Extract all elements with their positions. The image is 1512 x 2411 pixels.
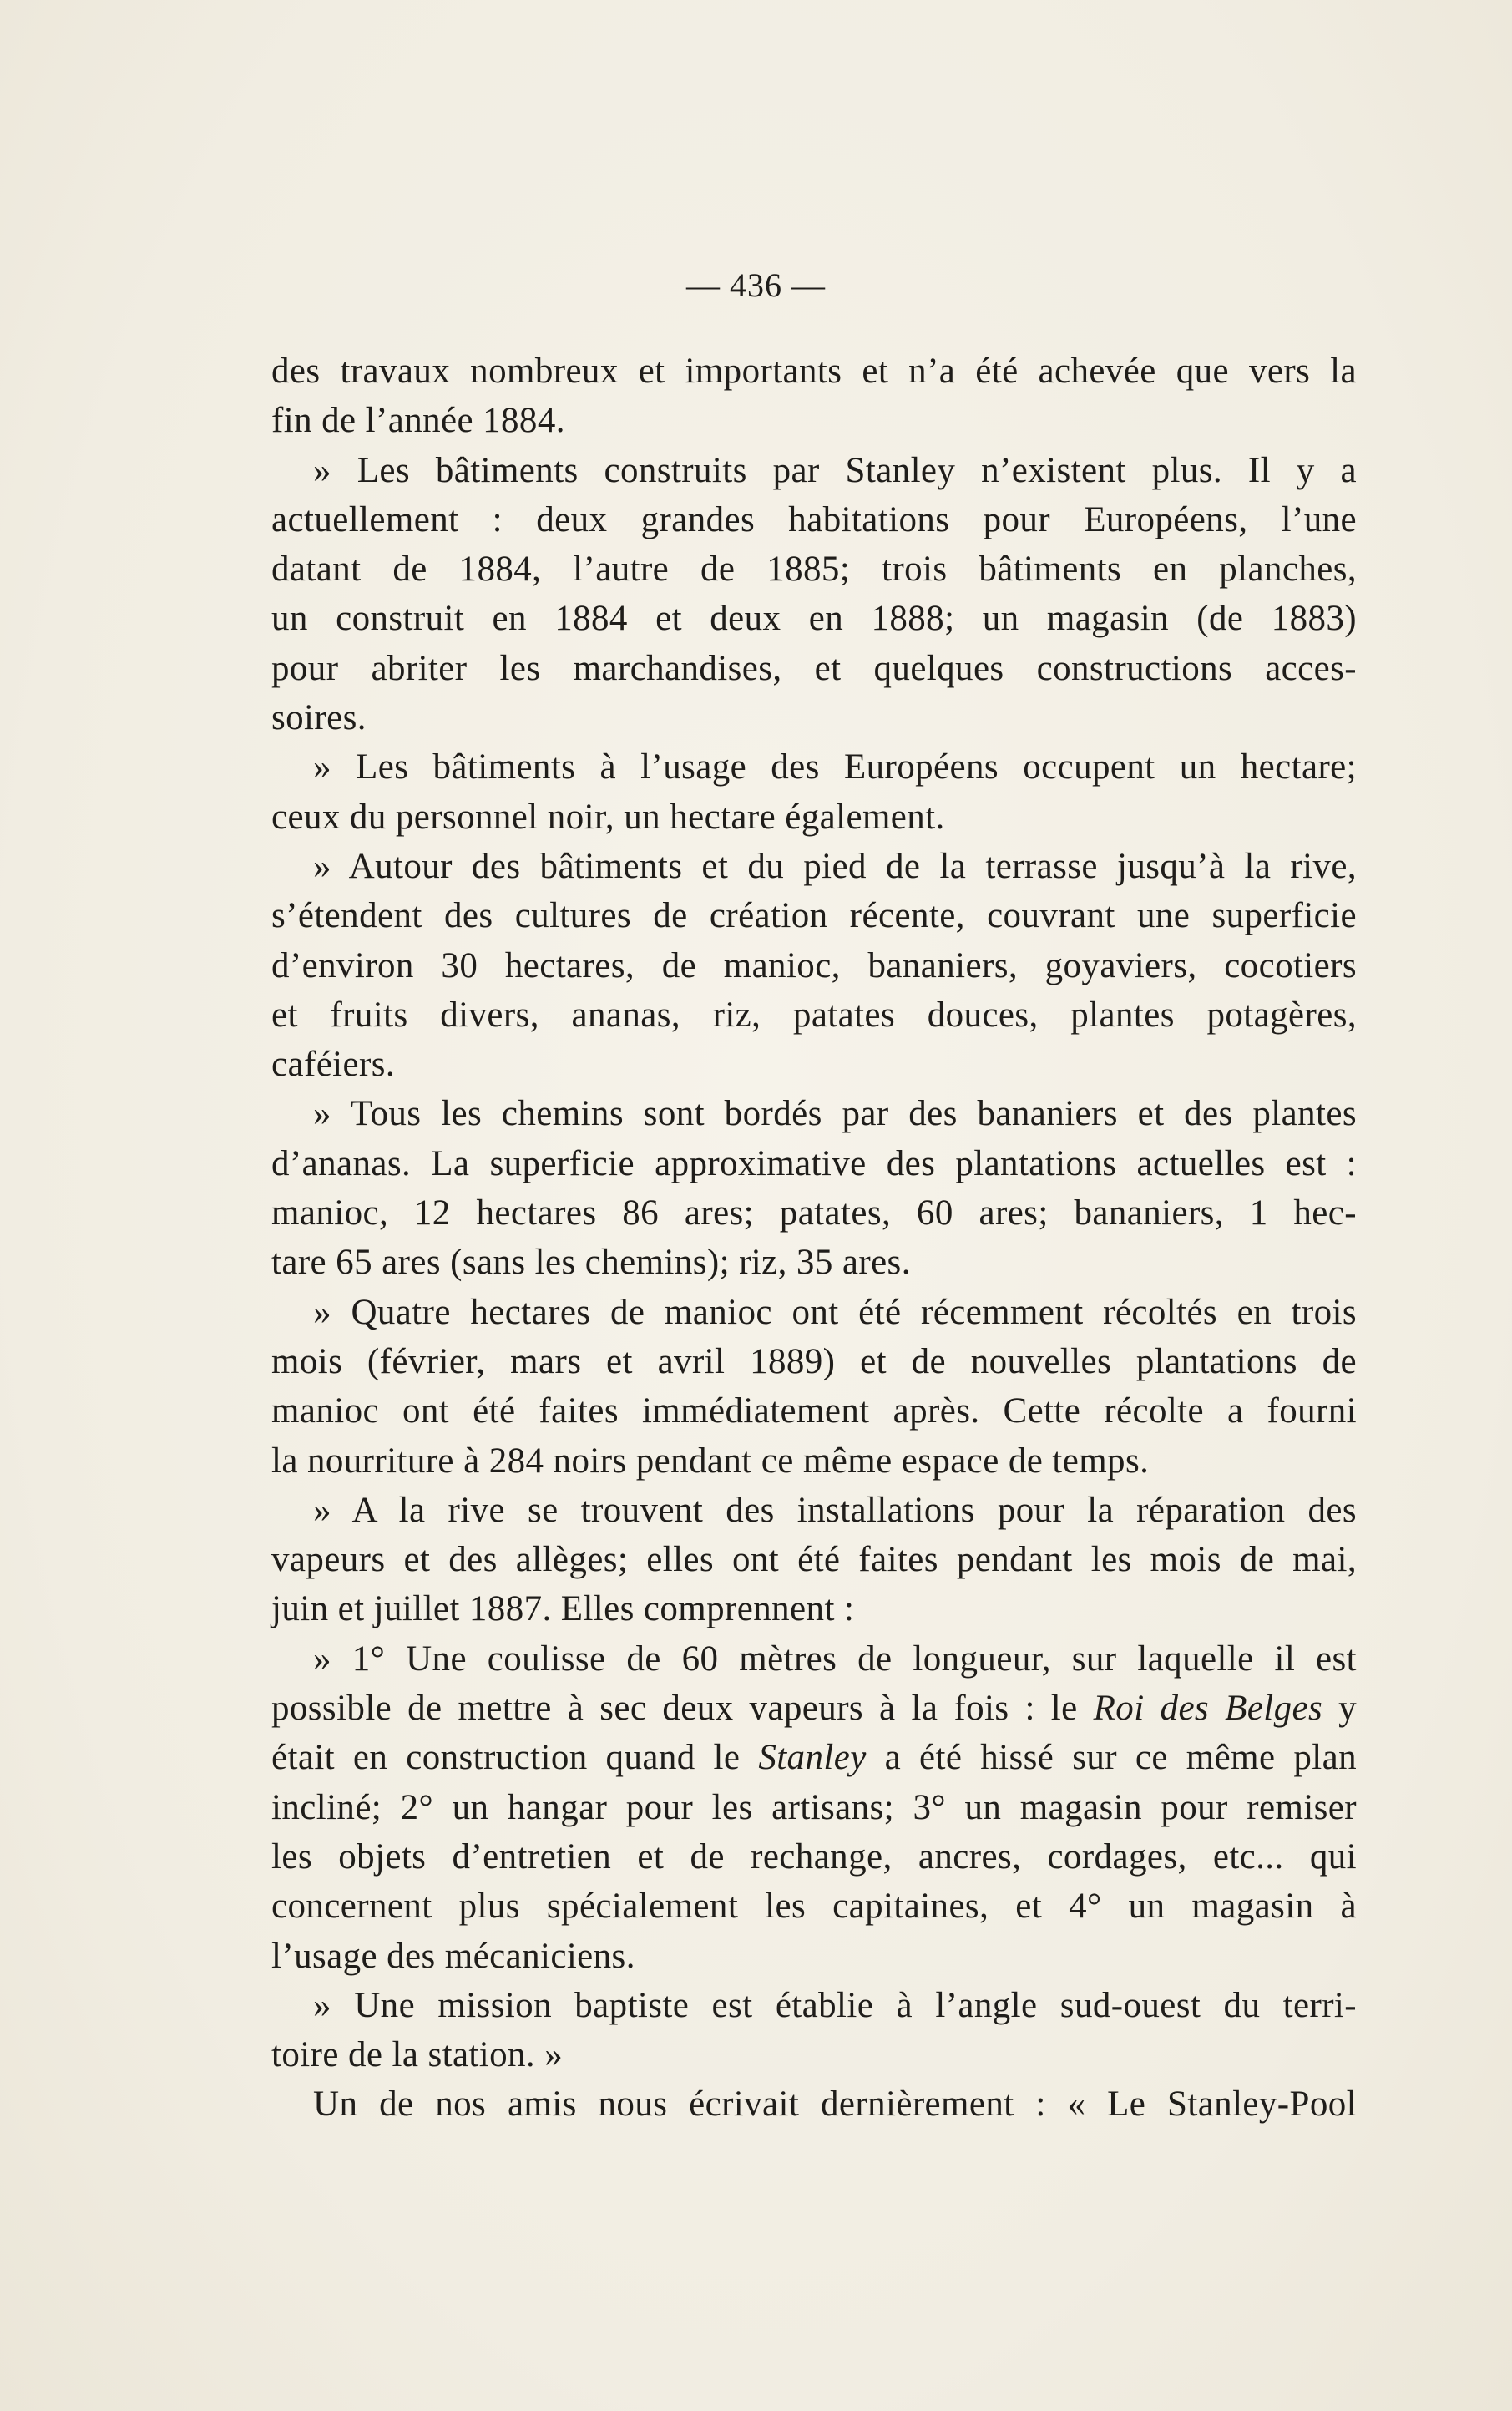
text-line: s’étendent des cultures de création récente, couvrant une superficie <box>271 896 1357 936</box>
text-line: d’environ 30 hectares, de manioc, bananiers, goyaviers, cocotiers <box>271 945 1357 985</box>
line-text: y <box>1322 1689 1357 1729</box>
text-line: l’usage des mécaniciens. <box>271 1936 635 1976</box>
text-line: » Une mission baptiste est établie à l’angle sud-ouest du terri- <box>313 1985 1357 2025</box>
page-number: — 436 — <box>686 266 826 304</box>
text-line: » Tous les chemins sont bordés par des bananiers et des plantes <box>313 1094 1357 1134</box>
text-line: tare 65 ares (sans les chemins); riz, 35 ares. <box>271 1243 911 1283</box>
text-line: mois (février, mars et avril 1889) et de nouvelles plantations de <box>271 1341 1357 1381</box>
text-line: ceux du personnel noir, un hectare également. <box>271 797 945 837</box>
text-line: incliné; 2° un hangar pour les artisans; 3° un magasin pour remiser <box>271 1787 1357 1827</box>
text-line: » Quatre hectares de manioc ont été récemment récoltés en trois <box>313 1292 1357 1332</box>
text-line: manioc ont été faites immédiatement après. Cette récolte a fourni <box>271 1391 1357 1431</box>
ship-name-italic: Roi des Belges <box>1093 1689 1323 1729</box>
text-line: actuellement : deux grandes habitations pour Européens, l’une <box>271 499 1357 539</box>
text-line: fin de l’année 1884. <box>271 401 565 441</box>
text-line: Un de nos amis nous écrivait dernièrement : « Le Stanley-Pool <box>313 2084 1357 2125</box>
line-text: possible de mettre à sec deux vapeurs à la fois : le <box>271 1689 1094 1729</box>
text-line: pour abriter les marchandises, et quelques constructions acces- <box>271 648 1357 688</box>
ship-name-italic: Stanley <box>758 1738 867 1778</box>
line-text: a été hissé sur ce même plan <box>866 1738 1357 1778</box>
text-line: d’ananas. La superficie approximative des plantations actuelles est : <box>271 1143 1357 1183</box>
text-line: soires. <box>271 698 367 738</box>
text-line: des travaux nombreux et importants et n’a été achevée que vers la <box>271 352 1357 391</box>
text-line: » 1° Une coulisse de 60 mètres de longueur, sur laquelle il est <box>313 1639 1357 1679</box>
text-line: concernent plus spécialement les capitaines, et 4° un magasin à <box>271 1887 1357 1927</box>
text-line: » Autour des bâtiments et du pied de la terrasse jusqu’à la rive, <box>313 846 1357 886</box>
body-text <box>271 347 1357 2130</box>
text-line: la nourriture à 284 noirs pendant ce même espace de temps. <box>271 1441 1150 1481</box>
text-line: » Les bâtiments construits par Stanley n’existent plus. Il y a <box>313 450 1357 490</box>
text-line: un construit en 1884 et deux en 1888; un magasin (de 1883) <box>271 599 1357 639</box>
line-text: était en construction quand le <box>271 1738 759 1778</box>
text-line <box>271 1733 1357 1782</box>
text-line: datant de 1884, l’autre de 1885; trois bâtiments en planches, <box>271 550 1357 590</box>
text-line: vapeurs et des allèges; elles ont été faites pendant les mois de mai, <box>271 1540 1357 1580</box>
text-line: caféiers. <box>271 1045 396 1085</box>
text-line: » A la rive se trouvent des installations pour la réparation des <box>313 1490 1357 1530</box>
text-line <box>271 1684 1357 1733</box>
text-line: » Les bâtiments à l’usage des Européens occupent un hectare; <box>313 747 1357 788</box>
text-line: toire de la station. » <box>271 2035 564 2075</box>
text-line: les objets d’entretien et de rechange, ancres, cordages, etc... qui <box>271 1836 1357 1877</box>
text-line: manioc, 12 hectares 86 ares; patates, 60 ares; bananiers, 1 hec- <box>271 1193 1357 1233</box>
text-line: juin et juillet 1887. Elles comprennent : <box>271 1589 855 1629</box>
text-line: et fruits divers, ananas, riz, patates douces, plantes potagères, <box>271 995 1357 1035</box>
